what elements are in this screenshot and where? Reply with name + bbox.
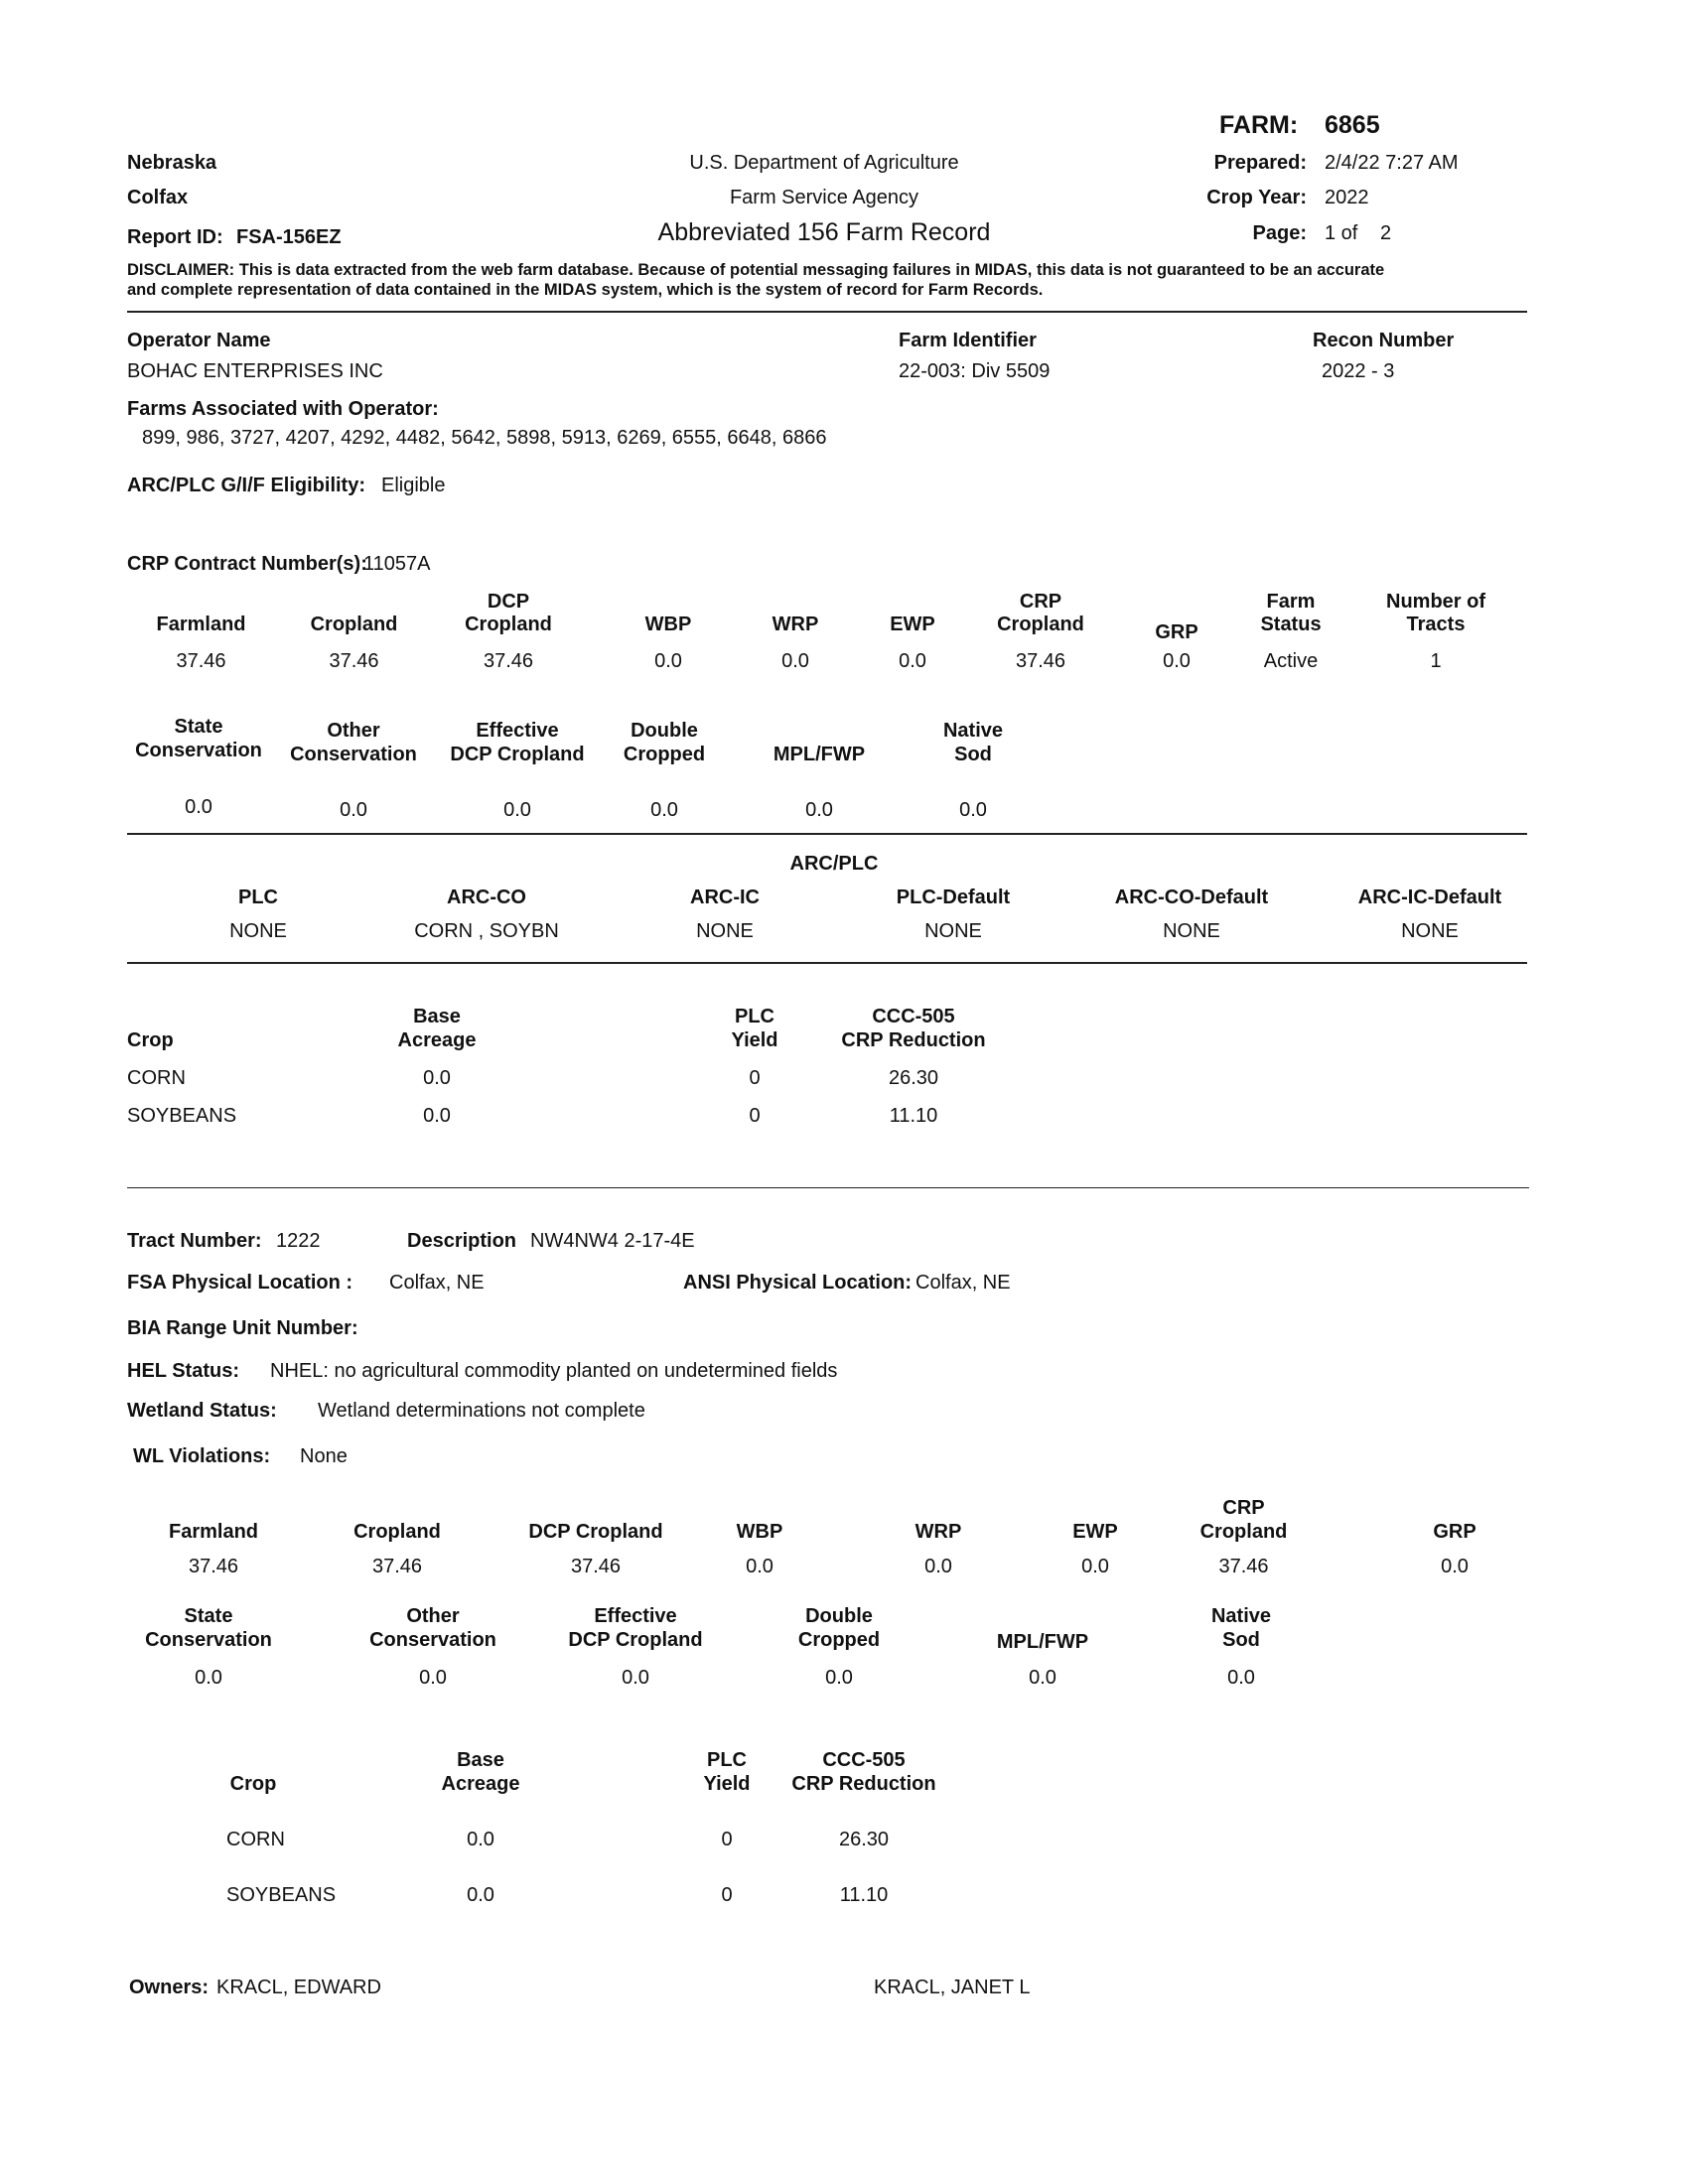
crop-hdr-ccc-line2: CRP Reduction (841, 1029, 986, 1051)
crop-name: CORN (127, 1067, 186, 1089)
tract-crop-hdr-plc-line1: PLC (707, 1749, 747, 1771)
tract-val-farmland: 37.46 (188, 1556, 239, 1577)
hdr-crp-line1: CRP (1019, 591, 1062, 613)
hdr-ewp: EWP (890, 614, 935, 635)
crop-hdr-plc-line2: Yield (731, 1029, 778, 1051)
tract-crop-hdr-base-line2: Acreage (441, 1773, 520, 1795)
hdr-dcp-line1: DCP (487, 591, 530, 613)
tract-crop-hdr-base-line1: Base (457, 1749, 504, 1771)
val-crp-cropland: 37.46 (1015, 650, 1066, 672)
farms-associated-list: 899, 986, 3727, 4207, 4292, 4482, 5642, 5898, 5913, 6269, 6555, 6648, 6866 (142, 427, 827, 449)
val-mpl-fwp: 0.0 (805, 799, 833, 821)
hdr-double-cropped-line2: Cropped (623, 744, 706, 765)
county-name: Colfax (127, 187, 189, 208)
crp-contract-number: 11057A (363, 553, 431, 575)
val-other-conservation: 0.0 (340, 799, 367, 821)
divider-arcplc-top (127, 833, 1527, 835)
crop-year-label: Crop Year: (1206, 187, 1307, 208)
tract-hdr-cropland: Cropland (353, 1521, 441, 1543)
arcplc-hdr-plc-default: PLC-Default (896, 887, 1011, 908)
crop-name: SOYBEANS (127, 1105, 237, 1127)
owners-label: Owners: (129, 1977, 210, 1998)
hdr-farm-status-line1: Farm (1266, 591, 1316, 613)
tract-hdr-wbp: WBP (736, 1521, 783, 1543)
hel-status: NHEL: no agricultural commodity planted on undetermined fields (270, 1360, 838, 1382)
val-effective-dcp: 0.0 (503, 799, 531, 821)
owner-2: KRACL, JANET L (874, 1977, 1031, 1998)
tract-val-crp-cropland: 37.46 (1218, 1556, 1269, 1577)
tract-hdr-eff-dcp-line2: DCP Cropland (568, 1629, 703, 1651)
tract-crop-hdr-ccc-line1: CCC-505 (822, 1749, 906, 1771)
arcplc-hdr-arc-co-default: ARC-CO-Default (1114, 887, 1269, 908)
divider-header (127, 311, 1527, 313)
crop-hdr-crop: Crop (127, 1029, 174, 1051)
arcplc-val-arc-ic: NONE (696, 920, 754, 942)
hdr-eff-dcp-line2: DCP Cropland (450, 744, 585, 765)
crop-crp-reduction: 26.30 (888, 1067, 939, 1089)
val-wbp: 0.0 (654, 650, 682, 672)
tract-crop-hdr-plc-line2: Yield (703, 1773, 751, 1795)
tract-val-cropland: 37.46 (371, 1556, 423, 1577)
tract-number-label: Tract Number: (127, 1230, 262, 1252)
farm-identifier-label: Farm Identifier (899, 330, 1037, 351)
disclaimer-line-1: DISCLAIMER: This is data extracted from the web farm database. Because of potential messaging failures in MIDAS, this data is not guaranteed to be an accurate (127, 261, 1385, 279)
crop-base-acreage: 0.0 (423, 1067, 451, 1089)
tract-val-other-conservation: 0.0 (419, 1667, 447, 1689)
crop-plc-yield: 0 (749, 1067, 761, 1089)
tract-hdr-eff-dcp-line1: Effective (594, 1605, 677, 1627)
ansi-location-label: ANSI Physical Location: (683, 1272, 913, 1294)
hdr-wbp: WBP (644, 614, 692, 635)
tract-hdr-crp-line2: Cropland (1199, 1521, 1288, 1543)
tract-crop-plc-yield: 0 (721, 1829, 733, 1850)
farm-number: 6865 (1325, 111, 1380, 139)
hdr-farm-status-line2: Status (1260, 614, 1322, 635)
val-cropland: 37.46 (329, 650, 379, 672)
tract-hdr-double-line2: Cropped (797, 1629, 881, 1651)
tract-hdr-native-line2: Sod (1222, 1629, 1260, 1651)
tract-val-native-sod: 0.0 (1227, 1667, 1255, 1689)
tract-hdr-dcp-cropland: DCP Cropland (528, 1521, 663, 1543)
tract-val-grp: 0.0 (1441, 1556, 1469, 1577)
tract-hdr-double-line1: Double (805, 1605, 873, 1627)
page-label: Page: (1252, 222, 1307, 244)
hdr-state-cons-line1: State (174, 716, 223, 738)
agency-name: Farm Service Agency (729, 187, 919, 208)
val-ewp: 0.0 (899, 650, 926, 672)
eligibility-value: Eligible (381, 475, 446, 496)
department-name: U.S. Department of Agriculture (689, 152, 959, 174)
hdr-native-sod-line2: Sod (954, 744, 992, 765)
hdr-crp-line2: Cropland (997, 614, 1084, 635)
tract-val-effective-dcp: 0.0 (622, 1667, 649, 1689)
tract-crop-plc-yield: 0 (721, 1884, 733, 1906)
val-state-conservation: 0.0 (185, 796, 212, 818)
crop-hdr-base-line1: Base (413, 1006, 461, 1027)
hel-status-label: HEL Status: (127, 1360, 239, 1382)
disclaimer-line-2: and complete representation of data contained in the MIDAS system, which is the system of record for Farm Records. (127, 281, 1044, 299)
tract-hdr-wrp: WRP (914, 1521, 962, 1543)
report-title: Abbreviated 156 Farm Record (657, 218, 991, 246)
arcplc-val-arc-co: CORN , SOYBN (414, 920, 559, 942)
prepared-label: Prepared: (1213, 152, 1307, 174)
hdr-grp: GRP (1155, 621, 1198, 643)
crop-plc-yield: 0 (749, 1105, 761, 1127)
wl-violations-label: WL Violations: (133, 1445, 271, 1467)
tract-val-state-conservation: 0.0 (195, 1667, 222, 1689)
arcplc-hdr-arc-co: ARC-CO (447, 887, 526, 908)
hdr-farmland: Farmland (156, 614, 246, 635)
tract-hdr-state-cons-line1: State (184, 1605, 233, 1627)
val-number-of-tracts: 1 (1430, 650, 1442, 672)
crop-year: 2022 (1325, 187, 1369, 208)
arcplc-val-plc: NONE (229, 920, 287, 942)
val-farmland: 37.46 (176, 650, 226, 672)
operator-name-label: Operator Name (127, 330, 271, 351)
hdr-mpl-fwp: MPL/FWP (773, 744, 866, 765)
crop-crp-reduction: 11.10 (889, 1105, 938, 1127)
hdr-other-cons-line1: Other (327, 720, 380, 742)
crop-hdr-plc-line1: PLC (735, 1006, 774, 1027)
recon-number: 2022 - 3 (1322, 360, 1395, 382)
tract-description: NW4NW4 2-17-4E (530, 1230, 695, 1252)
recon-number-label: Recon Number (1313, 330, 1455, 351)
hdr-wrp: WRP (772, 614, 819, 635)
operator-name: BOHAC ENTERPRISES INC (127, 360, 383, 382)
arcplc-hdr-arc-ic-default: ARC-IC-Default (1357, 887, 1502, 908)
tract-crop-name: CORN (226, 1829, 285, 1850)
arcplc-val-plc-default: NONE (924, 920, 982, 942)
crop-hdr-ccc-line1: CCC-505 (872, 1006, 955, 1027)
tract-hdr-mpl-fwp: MPL/FWP (996, 1631, 1089, 1653)
hdr-double-cropped-line1: Double (631, 720, 698, 742)
tract-val-ewp: 0.0 (1081, 1556, 1109, 1577)
hdr-other-cons-line2: Conservation (290, 744, 417, 765)
state-name: Nebraska (127, 152, 217, 174)
tract-crop-name: SOYBEANS (226, 1884, 337, 1906)
val-wrp: 0.0 (781, 650, 809, 672)
page-of: 1 of (1325, 222, 1358, 244)
tract-val-wrp: 0.0 (924, 1556, 952, 1577)
hdr-tracts-line1: Number of (1386, 591, 1485, 613)
tract-val-mpl-fwp: 0.0 (1029, 1667, 1056, 1689)
tract-val-double-cropped: 0.0 (825, 1667, 853, 1689)
val-grp: 0.0 (1163, 650, 1191, 672)
val-farm-status: Active (1263, 650, 1319, 672)
tract-crop-base-acreage: 0.0 (467, 1829, 494, 1850)
farm-label: FARM: (1219, 111, 1299, 139)
tract-crop-crp-reduction: 11.10 (839, 1884, 889, 1906)
eligibility-label: ARC/PLC G/I/F Eligibility: (127, 475, 365, 496)
arcplc-hdr-plc: PLC (238, 887, 278, 908)
val-dcp-cropland: 37.46 (483, 650, 534, 672)
hdr-state-cons-line2: Conservation (135, 740, 262, 761)
owner-1: KRACL, EDWARD (216, 1977, 381, 1998)
arcplc-hdr-arc-ic: ARC-IC (690, 887, 760, 908)
bia-range-label: BIA Range Unit Number: (127, 1317, 358, 1339)
tract-hdr-crp-line1: CRP (1222, 1497, 1265, 1519)
arcplc-val-arc-ic-default: NONE (1401, 920, 1459, 942)
report-id: FSA-156EZ (236, 226, 342, 248)
fsa-location-label: FSA Physical Location : (127, 1272, 353, 1294)
tract-hdr-ewp: EWP (1072, 1521, 1118, 1543)
tract-val-wbp: 0.0 (746, 1556, 774, 1577)
prepared-date: 2/4/22 7:27 AM (1325, 152, 1459, 174)
tract-val-dcp-cropland: 37.46 (570, 1556, 622, 1577)
tract-hdr-native-line1: Native (1210, 1605, 1272, 1627)
hdr-dcp-line2: Cropland (465, 614, 552, 635)
crop-hdr-base-line2: Acreage (397, 1029, 477, 1051)
tract-crop-base-acreage: 0.0 (467, 1884, 494, 1906)
tract-crop-hdr-ccc-line2: CRP Reduction (791, 1773, 936, 1795)
tract-hdr-grp: GRP (1433, 1521, 1477, 1543)
wl-violations: None (300, 1445, 348, 1467)
tract-crop-crp-reduction: 26.30 (838, 1829, 890, 1850)
tract-hdr-farmland: Farmland (168, 1521, 259, 1543)
crop-base-acreage: 0.0 (423, 1105, 451, 1127)
arcplc-title: ARC/PLC (789, 853, 879, 875)
report-id-label: Report ID: (127, 226, 223, 248)
page-total: 2 (1380, 222, 1392, 244)
tract-hdr-state-cons-line2: Conservation (145, 1629, 272, 1651)
fsa-location: Colfax, NE (389, 1272, 485, 1294)
divider-arcplc-bottom (127, 962, 1527, 964)
crp-contract-label: CRP Contract Number(s): (127, 553, 367, 575)
divider-tract-top (127, 1187, 1529, 1188)
farms-associated-label: Farms Associated with Operator: (127, 398, 439, 420)
hdr-cropland: Cropland (310, 614, 398, 635)
hdr-eff-dcp-line1: Effective (476, 720, 559, 742)
farm-identifier: 22-003: Div 5509 (899, 360, 1051, 382)
tract-crop-hdr-crop: Crop (229, 1773, 277, 1795)
val-double-cropped: 0.0 (650, 799, 678, 821)
tract-hdr-other-cons-line1: Other (406, 1605, 460, 1627)
tract-description-label: Description (407, 1230, 517, 1252)
hdr-tracts-line2: Tracts (1406, 614, 1466, 635)
tract-number: 1222 (276, 1230, 321, 1252)
val-native-sod: 0.0 (959, 799, 987, 821)
wetland-status-label: Wetland Status: (127, 1400, 277, 1422)
tract-hdr-other-cons-line2: Conservation (369, 1629, 496, 1651)
wetland-status: Wetland determinations not complete (318, 1400, 645, 1422)
hdr-native-sod-line1: Native (942, 720, 1004, 742)
ansi-location: Colfax, NE (915, 1272, 1011, 1294)
arcplc-val-arc-co-default: NONE (1163, 920, 1220, 942)
